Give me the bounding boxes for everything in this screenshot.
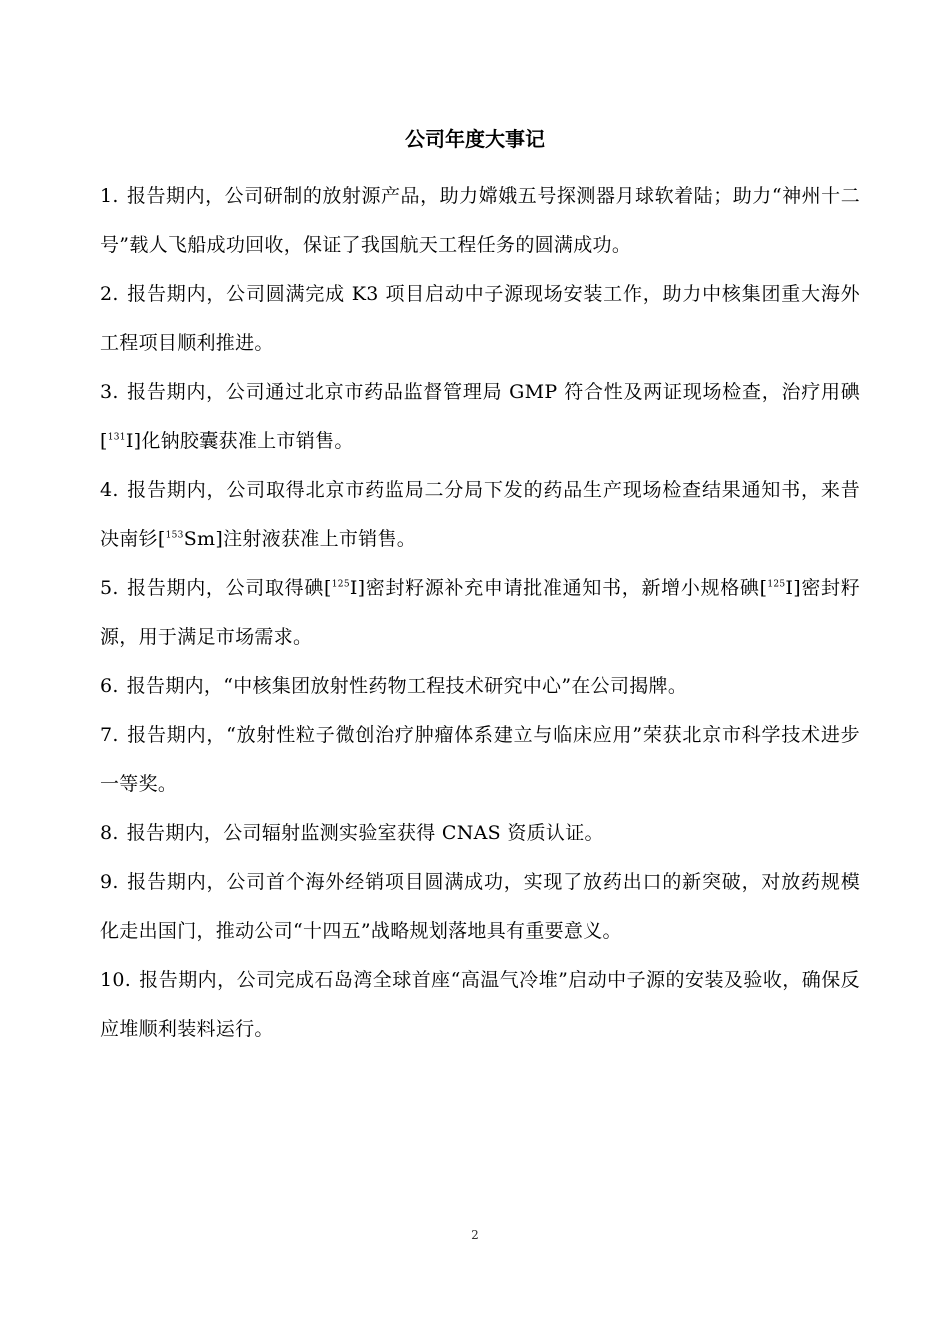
list-item bbox=[100, 172, 860, 270]
list-item bbox=[100, 270, 860, 368]
event-list bbox=[100, 172, 860, 1054]
isotope-mass-number: 125 bbox=[331, 579, 350, 590]
item-text: 报告期内，公司取得碘[ bbox=[126, 577, 332, 599]
item-text: I]密封籽源补充申请批准通知书，新增小规格碘[ bbox=[349, 577, 768, 599]
item-text: I]密封籽源，用于满足市场需求。 bbox=[100, 577, 861, 648]
isotope-mass-number: 125 bbox=[767, 579, 786, 590]
item-text: 报告期内，“中核集团放射性药物工程技术研究中心”在公司揭牌。 bbox=[126, 675, 688, 697]
item-text: 报告期内，公司圆满完成 K3 项目启动中子源现场安装工作，助力中核集团重大海外工程项目顺利推进。 bbox=[100, 283, 860, 354]
page-number: 2 bbox=[471, 1228, 479, 1242]
list-item bbox=[100, 466, 860, 564]
page-title: 公司年度大事记 bbox=[405, 127, 545, 151]
item-text: Sm]注射液获准上市销售。 bbox=[183, 528, 417, 550]
item-text: 报告期内，“放射性粒子微创治疗肿瘤体系建立与临床应用”荣获北京市科学技术进步一等奖。 bbox=[100, 724, 860, 795]
isotope-mass-number: 131 bbox=[107, 432, 126, 443]
list-item bbox=[100, 711, 860, 809]
list-item bbox=[100, 809, 860, 858]
item-number: 10. bbox=[100, 969, 132, 991]
item-number: 8. bbox=[100, 822, 119, 844]
item-text: 报告期内，公司首个海外经销项目圆满成功，实现了放药出口的新突破，对放药规模化走出国门，推动公司“十四五”战略规划落地具有重要意义。 bbox=[100, 871, 860, 942]
item-text: I]化钠胶囊获准上市销售。 bbox=[125, 430, 354, 452]
list-item bbox=[100, 564, 860, 662]
item-text: 报告期内，公司通过北京市药品监督管理局 GMP 符合性及两证现场检查，治疗用碘[ bbox=[100, 381, 860, 452]
item-number: 6. bbox=[100, 675, 119, 697]
item-number: 1. bbox=[100, 185, 119, 207]
list-item bbox=[100, 956, 860, 1054]
item-text: 报告期内，公司研制的放射源产品，助力嫦娥五号探测器月球软着陆；助力“神州十二号”载人飞船成功回收，保证了我国航天工程任务的圆满成功。 bbox=[100, 185, 860, 256]
item-text: 报告期内，公司完成石岛湾全球首座“高温气冷堆”启动中子源的安装及验收，确保反应堆顺利装料运行。 bbox=[100, 969, 860, 1040]
isotope-mass-number: 153 bbox=[165, 530, 184, 541]
item-number: 2. bbox=[100, 283, 119, 305]
list-item bbox=[100, 858, 860, 956]
item-number: 5. bbox=[100, 577, 119, 599]
item-number: 7. bbox=[100, 724, 119, 746]
item-number: 4. bbox=[100, 479, 119, 501]
list-item bbox=[100, 662, 860, 711]
item-number: 9. bbox=[100, 871, 119, 893]
item-number: 3. bbox=[100, 381, 119, 403]
item-text: 报告期内，公司辐射监测实验室获得 CNAS 资质认证。 bbox=[126, 822, 604, 844]
list-item bbox=[100, 368, 860, 466]
item-text: 报告期内，公司取得北京市药监局二分局下发的药品生产现场检查结果通知书，来昔决南钐[ bbox=[100, 479, 860, 550]
